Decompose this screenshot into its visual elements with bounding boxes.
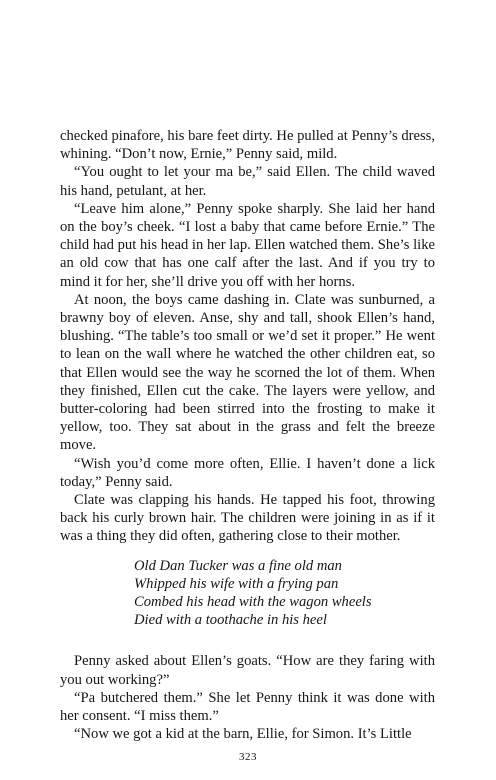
paragraph: “Wish you’d come more often, Ellie. I haven’t done a lick today,” Penny said. xyxy=(60,455,435,490)
paragraph: “You ought to let your ma be,” said Ellen. The child waved his hand, petulant, at her. xyxy=(60,164,435,199)
verse-line: Old Dan Tucker was a fine old man xyxy=(134,557,342,574)
verse-line: Combed his head with the wagon wheels xyxy=(134,594,372,611)
paragraph: “Pa butchered them.” She let Penny think it was done with her consent. “I miss them.” xyxy=(60,689,435,725)
paragraph: “Leave him alone,” Penny spoke sharply. She laid her hand on the boy’s cheek. “I lost a baby that came before Ernie.” The child had put his head in her lap. Ellen watched them. She’s like an old cow that has one calf after the last. And if you try to mind it for her, she’ll drive you off with her horns. xyxy=(60,200,435,290)
paragraph-continued: checked pinafore, his bare feet dirty. He pulled at Penny’s dress, whining. “Don’t now, Ernie,” Penny said, mild. xyxy=(60,128,435,163)
page-number: 323 xyxy=(239,751,257,763)
paragraph: At noon, the boys came dashing in. Clate was sunburned, a brawny boy of eleven. Anse, shy and tall, shook Ellen’s hand, blushing. “The table’s too small or we’d set it proper.” He went to lean on the wall where he watched the other children eat, so that Ellen would see the way he scorned the lot of them. When they finished, Ellen cut the cake. The layers were yellow, and butter-coloring had been stirred into the frosting to make it yellow, too. They sat about in the grass and felt the breeze move. xyxy=(60,291,435,454)
paragraph: Penny asked about Ellen’s goats. “How are they faring with you out working?” xyxy=(60,653,435,688)
paragraph: “Now we got a kid at the barn, Ellie, for Simon. It’s Little xyxy=(74,726,412,743)
song-verse xyxy=(134,557,435,630)
verse-line: Whipped his wife with a frying pan xyxy=(134,575,339,592)
paragraph: Clate was clapping his hands. He tapped his foot, throwing back his curly brown hair. The children were joining in as if it was a thing they did often, gathering close to their mother. xyxy=(60,492,435,545)
page-body xyxy=(60,127,435,744)
verse-line: Died with a toothache in his heel xyxy=(134,612,327,629)
